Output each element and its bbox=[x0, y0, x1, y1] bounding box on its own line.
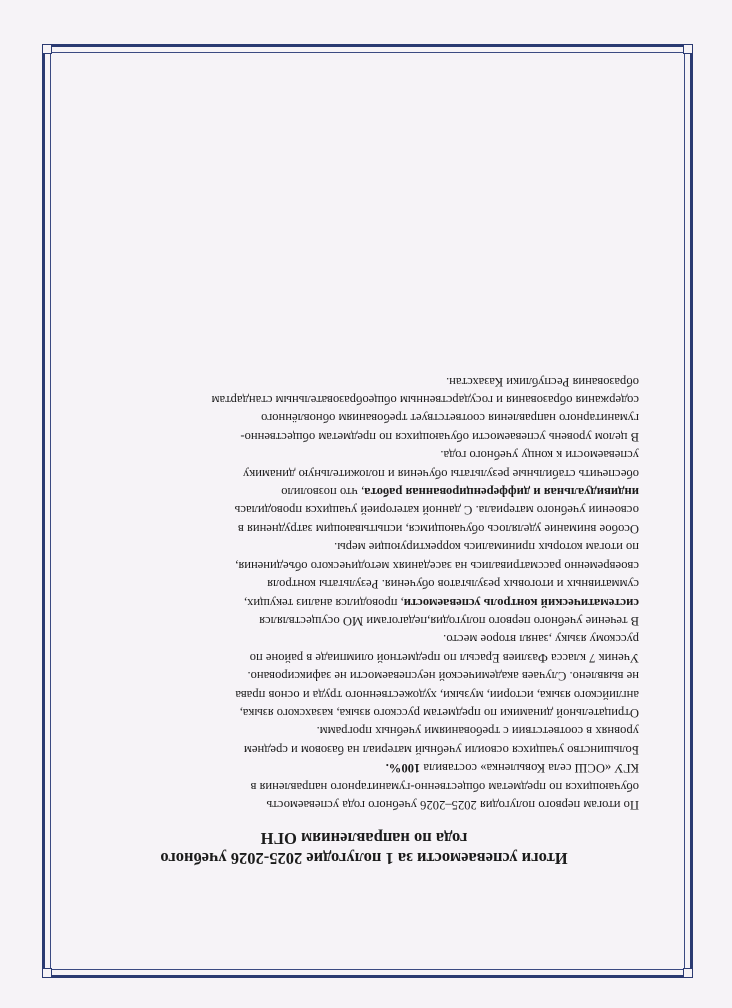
text-line: В течение учебного первого полугодия,педагогами МО осуществлялся bbox=[259, 613, 639, 628]
text-line: Отрицательной динамики по предметам русского языка, казахского языка, bbox=[239, 705, 639, 720]
title-line-1: Итоги успеваемости за 1 полугодие 2025-2026 учебного bbox=[160, 849, 568, 868]
text-line: своевременно рассматривались на заседаниях методического объединения, bbox=[235, 558, 639, 573]
paragraph-attention bbox=[89, 446, 639, 538]
text-line: не выявлено. Случаев академической неуспеваемости не зафиксировано. bbox=[247, 669, 639, 684]
text-line: обеспечить стабильные результаты обучения и положительную динамику bbox=[242, 466, 639, 481]
paragraph-dynamics bbox=[89, 667, 639, 722]
success-rate: 100%. bbox=[385, 761, 421, 776]
text-line: по итогам которых принимались корректирующие меры. bbox=[334, 540, 639, 555]
text-span: , проводился анализ текущих, bbox=[243, 595, 404, 610]
text-span: , что позволило bbox=[281, 485, 365, 500]
document-title bbox=[89, 828, 639, 868]
paragraph-summary bbox=[89, 759, 639, 814]
text-line: содержания образования и государственным общеобразовательным стандартам bbox=[211, 393, 639, 408]
text-line: образования Республики Казахстан. bbox=[446, 374, 639, 389]
text-line: В целом уровень успеваемости обучающихся по предметам общественно- bbox=[240, 429, 639, 444]
text-line: успеваемости к концу учебного года. bbox=[440, 448, 639, 463]
text-line: уровнях в соответствии с требованиями учебных программ. bbox=[316, 724, 639, 739]
bold-phrase: систематический контроль успеваемости bbox=[403, 595, 639, 610]
paragraph-control bbox=[89, 538, 639, 630]
paragraph-conclusion bbox=[89, 372, 639, 446]
text-line: обучающихся по предметам общественно-гуманитарного направления в bbox=[250, 779, 639, 794]
document-content bbox=[89, 372, 639, 868]
paragraph-levels bbox=[89, 722, 639, 759]
text-line bbox=[89, 593, 639, 611]
text-line bbox=[89, 483, 639, 501]
text-span: КГУ «ОСШ села Ковыленка» составила bbox=[420, 761, 639, 776]
paragraph-olympiad bbox=[89, 630, 639, 667]
text-line bbox=[89, 759, 639, 777]
bold-phrase: индивидуальная и дифференцированная работа bbox=[364, 485, 639, 500]
text-line: По итогам первого полугодия 2025–2026 учебного года успеваемость bbox=[266, 798, 639, 812]
text-line: английского языка, истории, музыки, художественного труда и основ права bbox=[235, 687, 639, 702]
document-page-upside-down bbox=[50, 52, 685, 970]
title-line-2: года по направлениям ОГН bbox=[260, 829, 468, 848]
text-line: Особое внимание уделялось обучающимся, испытывающим затруднения в bbox=[237, 521, 639, 536]
text-line: русскому языку ,занял второе место. bbox=[443, 632, 639, 647]
text-line: гуманитарного направления соответствует требованиям обновлённого bbox=[261, 411, 639, 426]
text-line: Ученик 7 класса Фазлиев Ерасыл по предметной олимпиаде в районе по bbox=[249, 650, 639, 665]
text-line: суммативных и итоговых результатов обучения. Результаты контроля bbox=[267, 577, 639, 592]
text-line: освоении учебного материала. С данной категорией учащихся проводилась bbox=[234, 503, 639, 518]
text-line: Большинство учащихся освоили учебный материал на базовом и среднем bbox=[243, 742, 639, 757]
